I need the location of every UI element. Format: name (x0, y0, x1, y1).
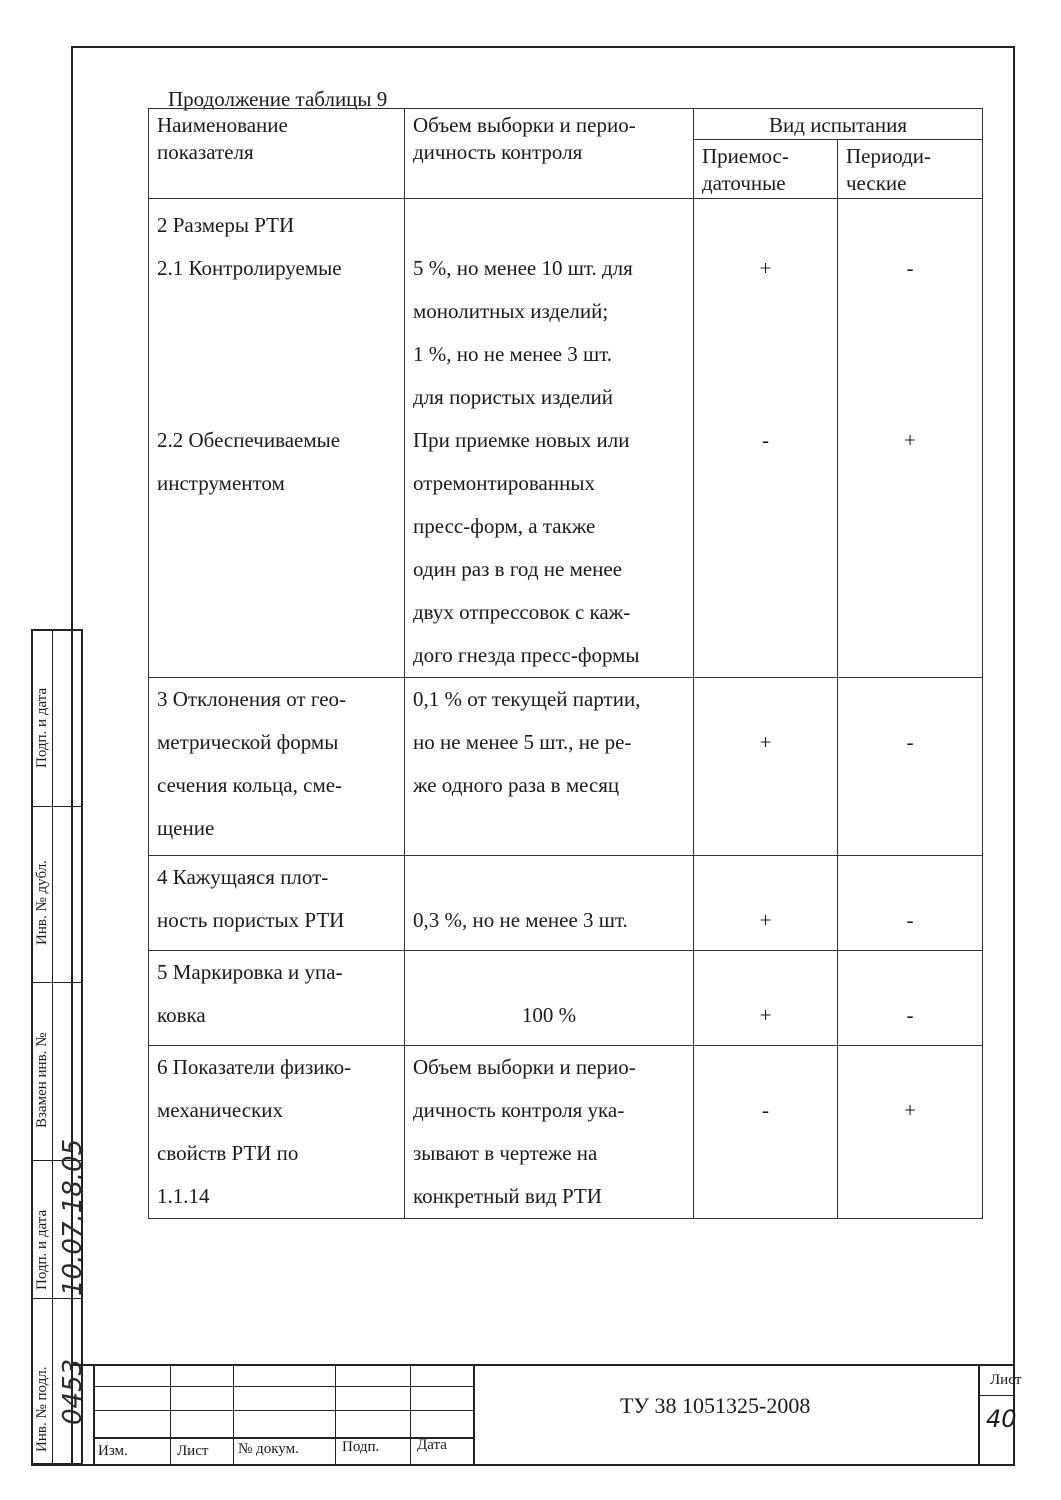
header-periodic: Периоди- ческие (838, 140, 983, 199)
cell-line: При приемке новых или (413, 428, 630, 452)
cell-line (702, 548, 829, 591)
table-cell-periodic (838, 1046, 983, 1219)
table-cell-periodic (838, 951, 983, 1046)
cell-line: 3 Отклонения от гео- (157, 687, 347, 711)
cell-line (702, 591, 829, 634)
cell-line: двух отпрессовок с каж- (413, 600, 631, 624)
table-cell-name (149, 856, 405, 951)
cell-line (846, 462, 974, 505)
side-stamp-line (31, 806, 83, 807)
cell-line: отремонтированных (413, 471, 595, 495)
cell-line (846, 951, 974, 994)
cell-line: 100 % (521, 1003, 577, 1027)
cell-line: Объем выборки и перио- (413, 1055, 636, 1079)
stamp-col-line (93, 1364, 95, 1464)
stamp-top-line (71, 1364, 1015, 1366)
cell-line (157, 333, 396, 376)
cell-line (846, 678, 974, 721)
cell-line (846, 807, 974, 850)
cell-line: зывают в чертеже на (413, 1141, 598, 1165)
cell-line (702, 634, 829, 677)
table-cell-volume (405, 1046, 694, 1219)
cell-line: 5 %, но менее 10 шт. для (413, 256, 633, 280)
tests-table (148, 108, 983, 1219)
cell-line: свойств РТИ по (157, 1141, 299, 1165)
cell-line (413, 204, 685, 247)
table-cell-acceptance (694, 1046, 838, 1219)
handwritten-date: 10.07.18.05 (58, 1138, 88, 1296)
table-cell-volume (405, 951, 694, 1046)
side-stamp-divider (52, 629, 53, 1465)
stamp-col-line (335, 1364, 336, 1464)
cell-line (702, 505, 829, 548)
stamp-col-date: Дата (417, 1437, 447, 1453)
cell-line (846, 376, 974, 419)
header-volume: Объем выборки и перио- дичность контроля (405, 109, 694, 199)
header-acceptance: Приемос- даточные (694, 140, 838, 199)
table-cell-volume (405, 678, 694, 856)
cell-line: метрической формы (157, 730, 339, 754)
cell-line: - (906, 1003, 914, 1027)
cell-line (702, 951, 829, 994)
cell-line: 2.2 Обеспечиваемые (157, 428, 341, 452)
cell-line (846, 591, 974, 634)
stamp-col-line (473, 1364, 475, 1464)
cell-line (157, 376, 396, 419)
sheet-label: Лист (990, 1372, 1022, 1388)
table-cell-periodic (838, 678, 983, 856)
table-row (149, 1046, 983, 1219)
handwritten-inv-number: 0453 (58, 1358, 88, 1425)
cell-line: 0,3 %, но не менее 3 шт. (413, 908, 628, 932)
table-cell-periodic (838, 856, 983, 951)
sheet-number: 40 (986, 1405, 1017, 1433)
side-label-sign-date-2: Подп. и дата (34, 1209, 50, 1290)
header-name: Наименование показателя (149, 109, 405, 199)
cell-line (702, 1175, 829, 1218)
cell-line (157, 591, 396, 634)
stamp-col-sheet: Лист (177, 1443, 209, 1459)
cell-line: дого гнезда пресс-формы (413, 643, 640, 667)
stamp-col-line (410, 1364, 411, 1464)
cell-line (846, 290, 974, 333)
cell-line: 5 Маркировка и упа- (157, 960, 343, 984)
cell-line (702, 462, 829, 505)
stamp-bottom-line (31, 1464, 1015, 1466)
cell-line (157, 634, 396, 677)
cell-line: - (906, 730, 914, 754)
cell-line: + (759, 1003, 772, 1027)
cell-line (702, 290, 829, 333)
table-cell-name (149, 199, 405, 678)
cell-line (413, 807, 685, 850)
cell-line: для пористых изделий (413, 385, 614, 409)
cell-line: конкретный вид РТИ (413, 1184, 602, 1208)
table-row (149, 951, 983, 1046)
stamp-col-line (978, 1364, 980, 1464)
stamp-row-line (93, 1386, 473, 1387)
cell-line (702, 856, 829, 899)
stamp-col-doc: № докум. (238, 1441, 299, 1457)
table-row (149, 856, 983, 951)
table-cell-volume (405, 856, 694, 951)
cell-line: 1 %, но не менее 3 шт. (413, 342, 613, 366)
cell-line (157, 548, 396, 591)
stamp-col-sign: Подп. (342, 1439, 380, 1455)
cell-line: 6 Показатели физико- (157, 1055, 352, 1079)
table-cell-name (149, 1046, 405, 1219)
cell-line (413, 856, 685, 899)
cell-line: + (759, 908, 772, 932)
cell-line (702, 204, 829, 247)
cell-line: + (759, 256, 772, 280)
table-cell-name (149, 951, 405, 1046)
stamp-col-line (233, 1364, 234, 1464)
cell-line (846, 856, 974, 899)
cell-line: механических (157, 1098, 284, 1122)
stamp-row-line (93, 1437, 473, 1439)
cell-line: 2 Размеры РТИ (157, 213, 295, 237)
side-stamp-line (31, 1298, 83, 1299)
cell-line: - (906, 256, 914, 280)
stamp-row-line (93, 1410, 473, 1411)
stamp-sheet-line (978, 1395, 1015, 1396)
cell-line: один раз в год не менее (413, 557, 623, 581)
cell-line: + (759, 730, 772, 754)
cell-line: 0,1 % от текущей партии, (413, 687, 641, 711)
cell-line (702, 1132, 829, 1175)
cell-line (702, 678, 829, 721)
cell-line: инструментом (157, 471, 285, 495)
cell-line: - (906, 908, 914, 932)
side-label-replace-inv: Взамен инв. № (34, 1032, 50, 1128)
document-code: ТУ 38 1051325-2008 (620, 1393, 811, 1418)
cell-line (413, 951, 685, 994)
cell-line: + (904, 428, 916, 452)
cell-line: сечения кольца, сме- (157, 773, 343, 797)
cell-line (702, 333, 829, 376)
table-row (149, 199, 983, 678)
cell-line: щение (157, 816, 215, 840)
side-stamp-line (31, 982, 83, 983)
table-cell-acceptance (694, 951, 838, 1046)
header-test-type: Вид испытания (694, 109, 983, 140)
stamp-col-change: Изм. (98, 1443, 128, 1459)
cell-line (702, 807, 829, 850)
cell-line (846, 548, 974, 591)
cell-line (846, 1132, 974, 1175)
side-label-sign-date-1: Подп. и дата (34, 687, 50, 768)
table-caption: Продолжение таблицы 9 (168, 87, 388, 111)
table-cell-periodic (838, 199, 983, 678)
side-label-inv-orig: Инв. № подл. (34, 1366, 50, 1452)
cell-line (846, 764, 974, 807)
cell-line (846, 505, 974, 548)
cell-line: же одного раза в месяц (413, 773, 620, 797)
cell-line (702, 376, 829, 419)
cell-line: - (762, 1098, 769, 1122)
cell-line (157, 290, 396, 333)
table-cell-acceptance (694, 678, 838, 856)
cell-line: - (762, 428, 769, 452)
cell-line: пресс-форм, а также (413, 514, 596, 538)
cell-line: но не менее 5 шт., не ре- (413, 730, 632, 754)
table-cell-acceptance (694, 856, 838, 951)
cell-line: 2.1 Контролируемые (157, 256, 342, 280)
cell-line: ность пористых РТИ (157, 908, 345, 932)
table-row (149, 678, 983, 856)
table-cell-acceptance (694, 199, 838, 678)
stamp-col-line (170, 1364, 171, 1464)
cell-line: ковка (157, 1003, 206, 1027)
cell-line (157, 505, 396, 548)
table-cell-name (149, 678, 405, 856)
cell-line: 1.1.14 (157, 1184, 210, 1208)
cell-line: 4 Кажущаяся плот- (157, 865, 329, 889)
cell-line: дичность контроля ука- (413, 1098, 625, 1122)
cell-line (702, 1046, 829, 1089)
cell-line (846, 634, 974, 677)
cell-line (846, 333, 974, 376)
cell-line (846, 1175, 974, 1218)
side-label-inv-dup: Инв. № дубл. (34, 860, 50, 945)
table-cell-volume (405, 199, 694, 678)
cell-line: монолитных изделий; (413, 299, 609, 323)
cell-line (846, 204, 974, 247)
cell-line (702, 764, 829, 807)
cell-line (846, 1046, 974, 1089)
cell-line: + (904, 1098, 916, 1122)
